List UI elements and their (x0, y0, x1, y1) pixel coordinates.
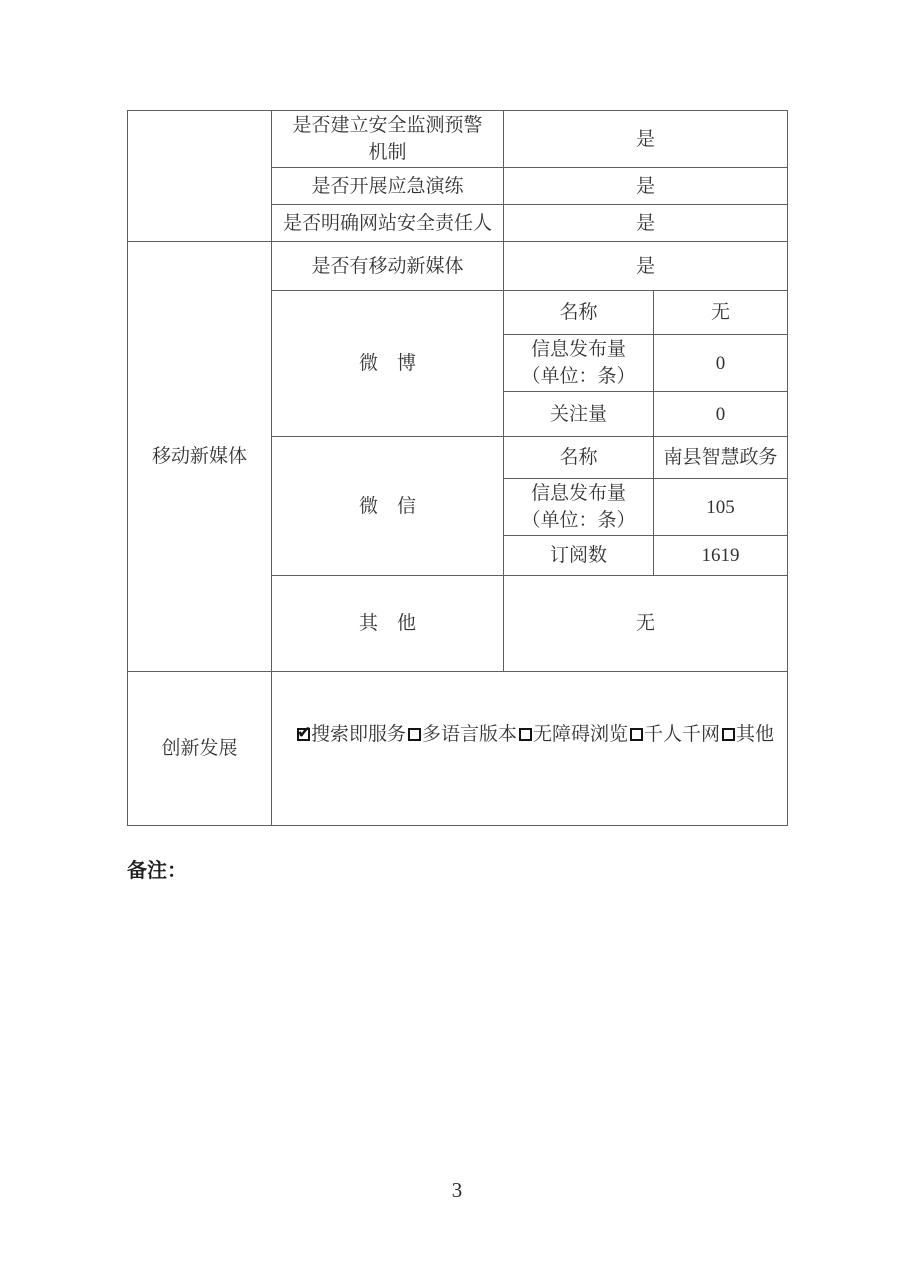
security-category-cell (128, 111, 272, 242)
option-label: 无障碍浏览 (533, 724, 629, 745)
innovation-option (295, 721, 406, 748)
innovation-options-line (276, 721, 783, 748)
security-monitoring-label-cell (272, 111, 504, 168)
has-mobile-media-label-cell: 是否有移动新媒体 (272, 242, 504, 291)
checkbox-icon[interactable] (408, 728, 421, 741)
label-line: （单位：条） (521, 366, 636, 387)
weibo-followers-label-cell: 关注量 (504, 392, 654, 437)
annual-report-table (127, 110, 788, 826)
label-line: （单位：条） (521, 510, 636, 531)
option-label: 千人千网 (644, 724, 721, 745)
option-label: 其他 (736, 724, 775, 745)
label-line: 是否建立安全监测预警 (292, 115, 483, 136)
label-line: 机制 (368, 142, 407, 163)
emergency-drill-value-cell: 是 (504, 168, 788, 205)
checkbox-icon[interactable] (722, 728, 735, 741)
wechat-name-value-cell: 南县智慧政务 (654, 437, 788, 479)
other-media-value-cell: 无 (504, 576, 788, 672)
checkbox-icon[interactable] (519, 728, 532, 741)
wechat-posts-label-cell (504, 479, 654, 536)
wechat-posts-value-cell: 105 (654, 479, 788, 536)
innovation-option (628, 721, 720, 748)
wechat-subscribers-label-cell: 订阅数 (504, 536, 654, 576)
innovation-option (720, 721, 774, 748)
option-label: 多语言版本 (421, 724, 517, 745)
option-label: 搜索即服务 (310, 724, 406, 745)
weibo-name-value-cell: 无 (654, 291, 788, 335)
label-line: 信息发布量 (530, 339, 626, 360)
checkbox-icon[interactable] (297, 728, 310, 741)
weibo-posts-label-cell (504, 335, 654, 392)
weibo-posts-value-cell: 0 (654, 335, 788, 392)
page-number: 3 (451, 1178, 463, 1202)
weibo-followers-value-cell: 0 (654, 392, 788, 437)
innovation-option (517, 721, 628, 748)
has-mobile-media-value-cell: 是 (504, 242, 788, 291)
label-line: 信息发布量 (530, 483, 626, 504)
wechat-subscribers-value-cell: 1619 (654, 536, 788, 576)
innovation-options-cell (272, 672, 788, 826)
remarks-label: 备注： (127, 860, 187, 882)
mobile-media-category-cell: 移动新媒体 (128, 242, 272, 672)
table-row (128, 111, 788, 168)
other-media-label-cell: 其 他 (272, 576, 504, 672)
wechat-category-cell: 微 信 (272, 437, 504, 576)
innovation-category-cell: 创新发展 (128, 672, 272, 826)
security-monitoring-value-cell: 是 (504, 111, 788, 168)
table-row (128, 672, 788, 826)
weibo-category-cell: 微 博 (272, 291, 504, 437)
innovation-option (406, 721, 517, 748)
wechat-name-label-cell: 名称 (504, 437, 654, 479)
security-responsible-value-cell: 是 (504, 205, 788, 242)
emergency-drill-label-cell: 是否开展应急演练 (272, 168, 504, 205)
security-responsible-label-cell: 是否明确网站安全责任人 (272, 205, 504, 242)
checkbox-icon[interactable] (630, 728, 643, 741)
table-row (128, 242, 788, 291)
weibo-name-label-cell: 名称 (504, 291, 654, 335)
